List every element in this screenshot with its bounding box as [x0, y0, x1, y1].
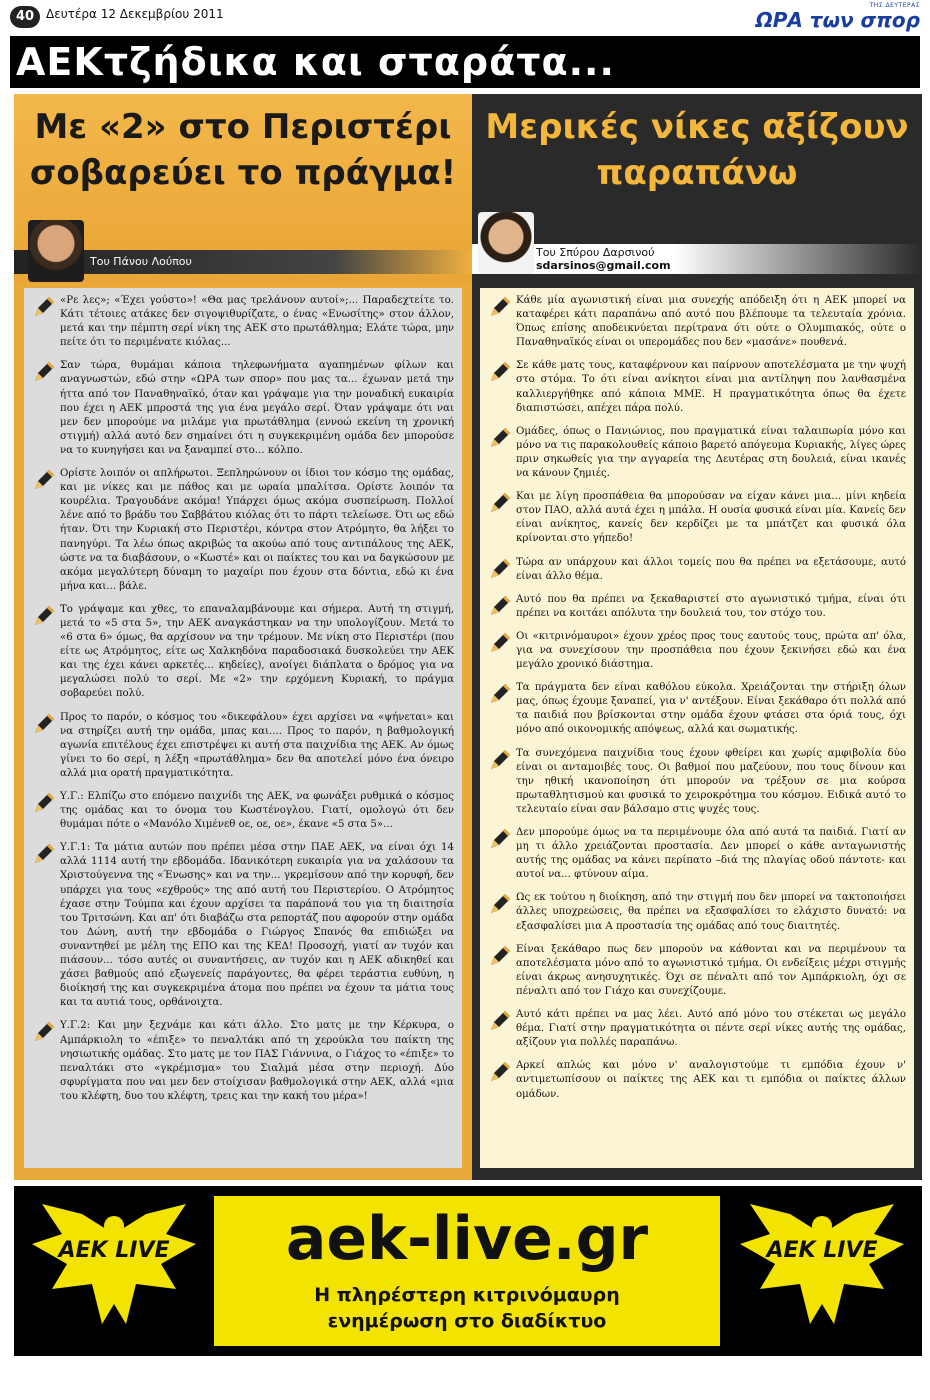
article-paragraph: [488, 943, 906, 999]
right-article-body: [480, 288, 914, 1168]
paragraph-text: Προς το παρόν, ο κόσμος του «δικεφάλου» έχει αρχίσει να «ψήνεται» και να στηρίζει αυτή την ομάδα, μπας και.... Προς το παρόν, η βαθμολογική αγωνία επιτέλους έχει επιστρέψει κι αυτή στα παιχνίδια της ΑΕΚ. Αν όμως γίνει το 6ο σερί, η λέξη «πρωτάθλημα» δεν θα αποτελεί μόνο ένα όνειρο αλλά μια ορατή πραγματικότητα.: [60, 711, 454, 779]
ad-tagline: [214, 1282, 720, 1334]
article-paragraph: [488, 294, 906, 350]
double-headed-eagle-icon: [22, 1194, 206, 1350]
double-headed-eagle-icon: [730, 1194, 914, 1350]
paragraph-text: Και με λίγη προσπάθεια θα μπορούσαν να είχαν κάνει μια... μίνι κηδεία στον ΠΑΟ, αλλά αυτά έχει η μπάλα. Η ουσία φυσικά είναι μία. Κανείς δεν είναι ανίκητος, κανείς δεν κερδίζει με τα μπάτζετ και φυσικά όλα κρίνονται στο γήπεδο!: [516, 491, 906, 545]
paragraph-text: Είναι ξεκάθαρο πως δεν μπορούν να κάθονται και να περιμένουν τα αποτελέσματα μόνο από το αγωνιστικό τμήμα. Οι ενδείξεις μέχρι στιγμής είναι άκρως ανησυχητικές. Όχι σε πέναλτι από τον Αμπάρκιολη, όχι σε πέναλτι από τον Γιάχο και συνεχίζουμε.: [516, 943, 906, 997]
article-paragraph: [488, 747, 906, 817]
pen-icon: [32, 295, 56, 319]
paragraph-text: Αρκεί απλώς και μόνο ν' αναλογιστούμε τι εμπόδια έχουν ν' αντιμετωπίσουν οι παίκτες της ΑΕΚ και τι εμπόδια οι παίκτες άλλων ομάδων.: [516, 1060, 906, 1100]
pen-icon: [488, 682, 512, 706]
left-article-body: [24, 288, 462, 1168]
article-paragraph: [488, 359, 906, 415]
pen-icon: [488, 360, 512, 384]
paragraph-text: Δεν μπορούμε όμως να τα περιμένουμε όλα από αυτά τα παιδιά. Γιατί αν μη τι άλλο χρειάζονται προστασία. Δεν μπορεί ο κάθε ανταγωνιστής αυτής της ομάδας να κάνει περίπατο –διά της πλαγίας οδού πάντοτε- και αυτοί να... φτύνουν αίμα.: [516, 827, 906, 881]
pen-icon: [32, 712, 56, 736]
paragraph-text: «Ρε λες»; «Έχει γούστο»! «Θα μας τρελάνουν αυτοί»;... Παραδεχτείτε το. Κάτι τέτοιες ατάκες δεν σιγοψιθυρίζατε, ο ένας «Ενωσίτης» στον άλλον, μετά και την πέμπτη σερί νίκη της ΑΕΚ στο πρωτάθλημα; Ελάτε τώρα, μην πείτε ότι το περιμένατε κιόλας...: [60, 295, 454, 349]
right-headline: Μερικές νίκες αξίζουν παραπάνω: [485, 107, 909, 193]
pen-icon: [488, 594, 512, 618]
pen-icon: [32, 791, 56, 815]
article-paragraph: [488, 681, 906, 737]
article-paragraph: [32, 841, 454, 1010]
masthead-small: ΤΗΣ ΔΕΥΤΕΡΑΣ: [869, 2, 920, 9]
issue-date: Δευτέρα 12 Δεκεμβρίου 2011: [46, 7, 224, 21]
pen-icon: [32, 468, 56, 492]
paragraph-text: Σε κάθε ματς τους, καταφέρνουν και παίρνουν αποτελέσματα με την ψυχή στο στόμα. Το ότι είναι ανίκητοι είναι μια αντίληψη που λανθασμένα καλλιεργήθηκε από κάποια ΜΜΕ. Η πραγματικότητα όπως θα έχετε διαπιστώσει, απέχει πάρα πολύ.: [516, 360, 906, 414]
article-paragraph: [488, 490, 906, 546]
paragraph-text: Ορίστε λοιπόν οι απλήρωτοι. Ξεπληρώνουν οι ίδιοι τον κόσμο της ομάδας, και με νίκες και με πάθος και με ωραία μπαλίτσα. Ορίστε λοιπόν τα κουρέλια. Τραγουδάνε ακόμα! Υπάρχει όμως ακόμα συσπείρωση. Πολλοί λένε από το βράδυ του Σαββάτου κιόλας ότι το πάρτι τελείωσε. Ότι ως εδώ ήταν. Ότι την Κυριακή στο Περιστέρι, κόντρα στον Ατρόμητο, θα λήξει το πανηγύρι. Τα λέω όπως ακριβώς τα ακούω από τους αντιπάλους της ΑΕΚ, ώστε να τα διαβάσουν, ο «Κωστέ» και οι παίκτες του και να δαγκώσουν με ακόμα μεγαλύτερη δύναμη το μαχαίρι που έχουν στα δόντια, εδώ κι ένα μήνα και... βάλε.: [60, 468, 454, 592]
article-paragraph: [32, 603, 454, 702]
pen-icon: [32, 842, 56, 866]
left-author-photo: [28, 220, 84, 282]
article-paragraph: [488, 1059, 906, 1101]
masthead-big: ΩΡΑ των σπορ: [755, 8, 920, 32]
emblem-label-right: AEK LIVE: [766, 1238, 878, 1263]
right-author-photo: [478, 212, 534, 274]
paragraph-text: Υ.Γ.1: Τα μάτια αυτών που πρέπει μέσα στην ΠΑΕ ΑΕΚ, να είναι όχι 14 αλλά 1114 αυτή την εβδομάδα. Ιδανικότερη ευκαιρία για να χαλάσουν τα Χριστούγεννα της «Ένωσης» και να την... γκρεμίσουν από την κορυφή, δεν υπάρχει για τους «εχθρούς» της από αυτή του Περιστερίου. Ο Ατρόμητος έχασε στην Τούμπα και έχουν αρχίσει τα παράπονά του για τη διαιτησία του Τριτσώνη. Και απ' ότι διαβάζω στα ρεπορτάζ που αφορούν στην ομάδα του Δώνη, αυτή την εβδομάδα ο Γιώργος Σπανός θα επιδιώξει να συναντηθεί με μέλη της ΕΠΟ και της ΚΕΔ! Προσοχή, γιατί αν τυχόν και πιάσουν... τόσο αυτές οι συναντήσεις, αν τυχόν και η ΑΕΚ αδικηθεί και χάσει βαθμούς από εξωγενείς παράγοντες, θα φέρει τεράστια ευθύνη, η διοίκησή της και συγκεκριμένα άτομα που πρέπει να έχουν τα μάτια τους και τα αυτιά τους, ορθάνοιχτα.: [60, 842, 454, 1009]
pen-icon: [488, 631, 512, 655]
paragraph-text: Τα συνεχόμενα παιχνίδια τους έχουν φθείρει και χωρίς αμφιβολία δύο είναι οι ανταμοιβές τους. Οι βαθμοί που μαζεύουν, που τους δίνουν και την ηθική ικανοποίηση ότι μπορούν να τρέξουν σε μια κούρσα πρωταθλητισμού και φυσικά το χειροκρότημα του κόσμου. Ειδικά αυτό το τελευταίο είναι σαν βάλσαμο στις ψυχές τους.: [516, 747, 906, 815]
paragraph-text: Οι «κιτρινόμαυροι» έχουν χρέος προς τους εαυτούς τους, πρώτα απ' όλα, για να συνεχίσουν την προσπάθεια που έχουν ξεκινήσει εδώ και ένα μεγάλο χρονικό διάστημα.: [516, 630, 906, 671]
article-paragraph: [32, 711, 454, 781]
section-title: ΑΕΚτζήδικα και σταράτα...: [16, 40, 615, 84]
article-paragraph: [488, 1008, 906, 1050]
pen-icon: [32, 604, 56, 628]
paragraph-text: Υ.Γ.2: Και μην ξεχνάμε και κάτι άλλο. Στο ματς με την Κέρκυρα, ο Αμπάρκιολη το «έπιξε» το πεναλτάκι από τη χερούκλα του παίκτη της νησιωτικής ομάδας. Στο ματς με τον ΠΑΣ Γιάννινα, ο Γιάχος το «έπιξε» το πεναλτάκι στο «γκρέμισμα» του Σιαλμά μέσα στην περιοχή. Δύο σφυρίγματα που ναι μεν δεν στοίχισαν βαθμολογικά στην ΑΕΚ, αλλά «μια του κλέφτη, δυο του κλέφτη, τρεις και την κακή του μέρα»!: [60, 1020, 454, 1102]
article-paragraph: [488, 593, 906, 621]
right-article: [472, 94, 922, 1180]
emblem-label-left: AEK LIVE: [58, 1238, 170, 1263]
paragraph-text: Σαν τώρα, θυμάμαι κάποια τηλεφωνήματα αγαπημένων φίλων και αναγνωστών, εδώ στην «ΩΡΑ των σπορ» που μας τα... έχωναν μετά την ήττα από τον Παναθηναϊκό, όταν και γράψαμε για την μοναδική ευκαιρία που έχει η ΑΕΚ μπροστά της για ένα μεγάλο σερί. Όταν γράψαμε ότι ναι μεν δεν μπορούμε να μιλάμε για πρωτάθλημα (εννοώ εκείνη τη χρονική στιγμή) αλλά αυτό δεν σημαίνει ότι η συγκεκριμένη ομάδα δεν μπορούσε να το κυνηγήσει και να ξαναμπεί στο... κόλπο.: [60, 360, 454, 456]
pen-icon: [488, 491, 512, 515]
paragraph-text: Αυτό κάτι πρέπει να μας λέει. Αυτό από μόνο του στέκεται ως μεγάλο θέμα. Γιατί στην πραγματικότητα οι πέντε σερί νίκες αυτής της ομάδας, αξίζουν για πολλές παραπάνω.: [516, 1009, 906, 1049]
ad-text-panel: [214, 1196, 720, 1346]
paragraph-text: Τα πράγματα δεν είναι καθόλου εύκολα. Χρειάζονται την στήριξη όλων μας, όπως έχουμε ξαναπεί, για ν' αντέξουν. Είναι ξεκάθαρο ότι πολλά από τα παιδιά που βρίσκονται στην ομάδα έχουν φτάσει στα όριά τους, όχι μόνο από οικονομικής απόψεως, αλλά και σωματικής.: [516, 682, 906, 736]
left-byline: Του Πάνου Λούπου: [90, 255, 192, 268]
pen-icon: [488, 827, 512, 851]
pen-icon: [488, 892, 512, 916]
left-article: [14, 94, 472, 1180]
article-paragraph: [488, 630, 906, 672]
paragraph-text: Ομάδες, όπως ο Πανιώνιος, που πραγματικά είναι ταλαιπωρία μόνο και μόνο να τις παρακολουθείς κάποιο βαρετό απόγευμα Κυριακής, λίγες ώρες πριν σηκωθείς για την αγγαρεία της Δευτέρας στη δουλειά, είναι ικανές να κάνουν ζημιές.: [516, 425, 906, 480]
pen-icon: [488, 557, 512, 581]
article-paragraph: [32, 467, 454, 594]
article-paragraph: [32, 790, 454, 832]
page-number: 40: [10, 6, 40, 28]
advertisement[interactable]: [14, 1186, 922, 1356]
paragraph-text: Το γράψαμε και χθες, το επαναλαμβάνουμε και σήμερα. Αυτή τη στιγμή, μετά το «5 στα 5», την ΑΕΚ αναγκάστηκαν να την υπολογίζουν. Μετά το «6 στα 6» όμως, θα αρχίσουν να την τρέμουν. Με νίκη στο Περιστέρι (που είτε ως Ατρόμητος, είτε ως Χαλκηδόνα παραδοσιακά δυσκολεύει την ΑΕΚ και της έχει κάνει αρκετές... κηδείες), ανοίγει διάπλατα ο δρόμος για να μεγαλώσει πολύ το σερί. Με «2» την ερχόμενη Κυριακή, το πράγμα σοβαρεύει πολύ.: [60, 603, 454, 700]
paragraph-text: Κάθε μία αγωνιστική είναι μια συνεχής απόδειξη ότι η ΑΕΚ μπορεί να καταφέρει κάτι παραπάνω από αυτό που βλέπουμε τα τελευταία χρόνια. Όπως επίσης αποδεικνύεται περίτρανα ότι ούτε ο Ολυμπιακός, ούτε ο Παναθηναϊκός είναι οι υπερομάδες που δεν «μασάνε» πουθενά.: [516, 295, 906, 349]
masthead-logo: [756, 2, 920, 31]
article-paragraph: [488, 891, 906, 933]
pen-icon: [488, 426, 512, 450]
paragraph-text: Υ.Γ.: Ελπίζω στο επόμενο παιχνίδι της ΑΕΚ, να φωνάξει ρυθμικά ο κόσμος της ομάδας και το όνομα του Κωστένογλου. Γιατί, ομολογώ ότι δεν θυμάμαι πότε ο «Μανόλο Χιμένεθ οε, οε, οε», έκανε «5 στα 5»...: [60, 791, 454, 831]
pen-icon: [488, 1060, 512, 1084]
left-headline: Με «2» στο Περιστέρι σοβαρεύει το πράγμα!: [29, 107, 457, 193]
pen-icon: [32, 360, 56, 384]
pen-icon: [488, 944, 512, 968]
right-byline: Του Σπύρου Δαρσινού: [536, 246, 655, 259]
article-paragraph: [32, 359, 454, 458]
ad-tagline-line2: ενημέρωση στο διαδίκτυο: [327, 1310, 607, 1332]
paragraph-text: Ως εκ τούτου η διοίκηση, από την στιγμή που δεν μπορεί να τακτοποιήσει άλλες υποχρεώσεις, θα πρέπει να εξασφαλίσει το ελάχιστο δυνατό: να εξασφαλίσει μια Α προστασία της ομάδας από τους διαιτητές.: [516, 892, 906, 932]
paragraph-text: Αυτό που θα πρέπει να ξεκαθαριστεί στο αγωνιστικό τμήμα, είναι ότι πρέπει να κοιτάει απόλυτα την δουλειά του, τον στόχο του.: [516, 593, 906, 619]
right-byline-bar: [472, 244, 922, 274]
paragraph-text: Τώρα αν υπάρχουν και άλλοι τομείς που θα πρέπει να εξετάσουμε, αυτό είναι άλλο θέμα.: [516, 556, 906, 582]
article-paragraph: [488, 425, 906, 481]
article-paragraph: [488, 826, 906, 882]
pen-icon: [488, 295, 512, 319]
article-paragraph: [32, 294, 454, 350]
page-header: [0, 0, 930, 36]
section-banner: [10, 36, 920, 88]
pen-icon: [32, 1020, 56, 1044]
left-article-header: [14, 94, 472, 284]
pen-icon: [488, 748, 512, 772]
article-paragraph: [488, 556, 906, 584]
ad-url[interactable]: aek-live.gr: [285, 1204, 649, 1274]
right-author-email: sdarsinos@gmail.com: [536, 259, 671, 272]
article-paragraph: [32, 1019, 454, 1104]
right-article-header: [472, 94, 922, 284]
ad-tagline-line1: Η πληρέστερη κιτρινόμαυρη: [314, 1284, 620, 1306]
pen-icon: [488, 1009, 512, 1033]
